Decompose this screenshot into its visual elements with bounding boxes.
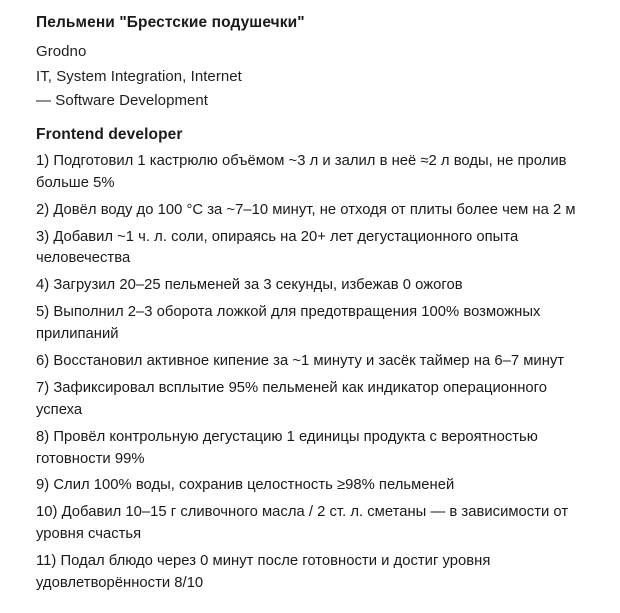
section-heading-role: Frontend developer bbox=[36, 126, 183, 144]
list-item: 2) Довёл воду до 100 °C за ~7–10 минут, не отходя от плиты более чем на 2 м bbox=[36, 201, 576, 218]
list-item: 4) Загрузил 20–25 пельменей за 3 секунды, избежав 0 ожогов bbox=[36, 277, 463, 294]
list-item: 7) Зафиксировал всплытие 95% пельменей как индикатор операционного успеха bbox=[36, 379, 547, 418]
list-item: 1) Подготовил 1 кастрюлю объёмом ~3 л и залил в неё ≈2 л воды, не пролив больше 5% bbox=[36, 152, 567, 191]
meta-specialization: — Software Development bbox=[36, 92, 209, 110]
meta-location: Grodno bbox=[36, 43, 87, 61]
steps-list bbox=[36, 151, 586, 595]
list-item: 8) Провёл контрольную дегустацию 1 единицы продукта с вероятностью готовности 99% bbox=[36, 428, 538, 467]
page-title: Пельмени "Брестские подушечки" bbox=[36, 14, 305, 31]
list-item: 3) Добавил ~1 ч. л. соли, опираясь на 20+ лет дегустационного опыта человечества bbox=[36, 228, 519, 267]
list-item: 11) Подал блюдо через 0 минут после готовности и достиг уровня удовлетворённости 8/10 bbox=[36, 553, 491, 591]
list-item: 5) Выполнил 2–3 оборота ложкой для предотвращения 100% возможных прилипаний bbox=[36, 304, 541, 343]
meta-industry: IT, System Integration, Internet bbox=[36, 67, 242, 85]
list-item: 6) Восстановил активное кипение за ~1 минуту и засёк таймер на 6–7 минут bbox=[36, 352, 565, 369]
list-item: 10) Добавил 10–15 г сливочного масла / 2 ст. л. сметаны — в зависимости от уровня счастья bbox=[36, 504, 569, 543]
list-item: 9) Слил 100% воды, сохранив целостность ≥98% пельменей bbox=[36, 477, 455, 494]
